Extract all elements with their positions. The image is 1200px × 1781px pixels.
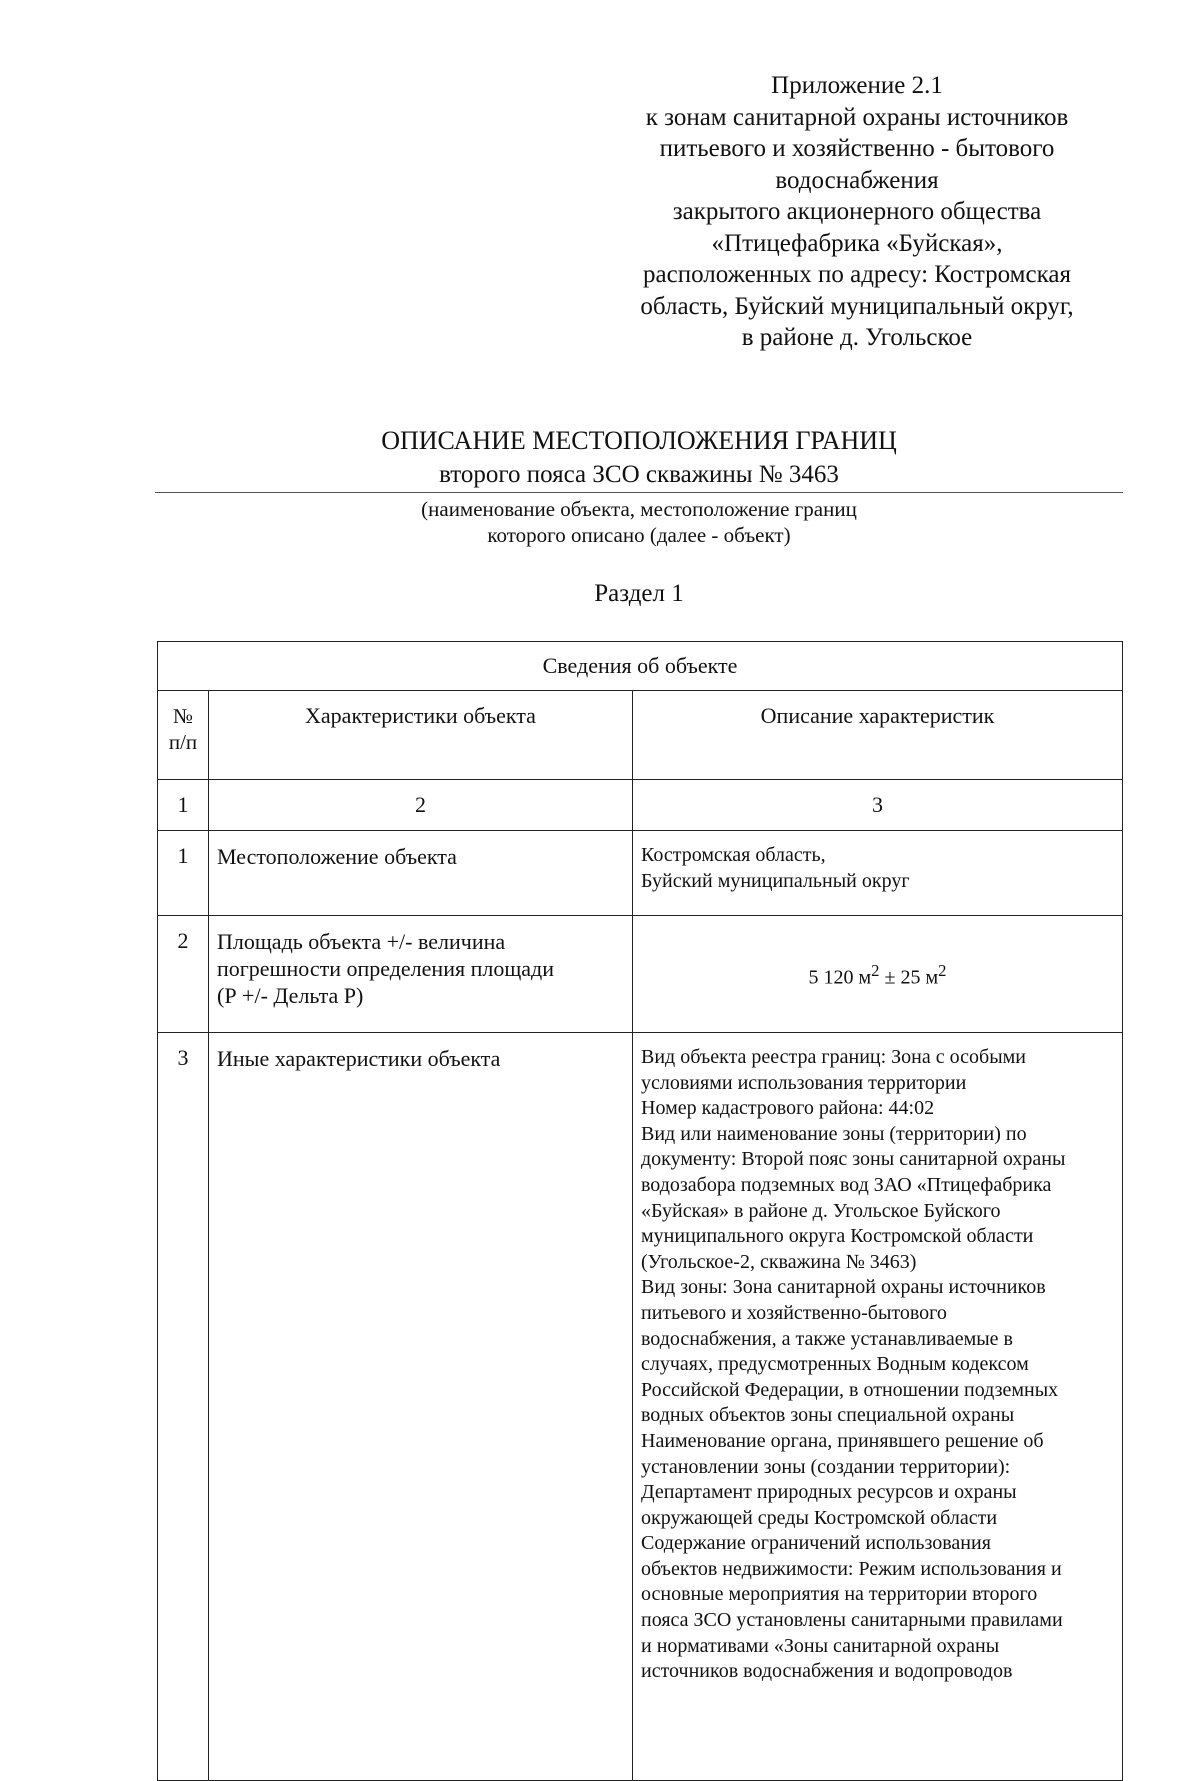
header-description: Описание характеристик — [633, 691, 1123, 780]
appendix-line: область, Буйский муниципальный округ, — [640, 292, 1074, 320]
characteristic-line: (Р +/- Дельта Р) — [217, 983, 364, 1008]
table-row — [158, 916, 1123, 1033]
characteristic-line: Площадь объекта +/- величина — [217, 929, 506, 954]
description-line: «Буйская» в районе д. Угольское Буйского — [641, 1199, 1001, 1222]
description-line: случаях, предусмотренных Водным кодексом — [641, 1353, 1029, 1376]
column-number: 3 — [633, 780, 1123, 831]
row-number: 3 — [158, 1033, 209, 1781]
table-caption-row — [158, 642, 1123, 691]
description-line: Вид объекта реестра границ: Зона с особыми — [641, 1046, 1026, 1068]
appendix-line: «Птицефабрика «Буйская», — [711, 229, 1003, 257]
header-num-line: № — [172, 704, 194, 728]
description-line: питьевого и хозяйственно-бытового — [641, 1301, 947, 1324]
title-underline — [155, 492, 1123, 493]
title-caption-line: (наименование объекта, местоположение границ — [421, 497, 857, 521]
description-line: Наименование органа, принявшего решение об — [641, 1429, 1044, 1452]
description-line: (Угольское-2, скважина № 3463) — [641, 1250, 917, 1273]
appendix-line: водоснабжения — [775, 166, 939, 194]
row-characteristic: Иные характеристики объекта — [209, 1033, 633, 1781]
appendix-line: к зонам санитарной охраны источников — [645, 103, 1069, 131]
description-line: Содержание ограничений использования — [641, 1532, 991, 1555]
table-header-row — [158, 691, 1123, 780]
description-line: Номер кадастрового района: 44:02 — [641, 1097, 935, 1120]
description-line: водоснабжения, а также устанавливаемые в — [641, 1327, 1013, 1350]
area-value: 5 120 м — [808, 966, 872, 989]
description-line: пояса ЗСО установлены санитарными правилами — [641, 1609, 1063, 1632]
row-characteristic: Местоположение объекта — [209, 831, 633, 916]
description-line: и нормативами «Зоны санитарной охраны — [641, 1634, 1000, 1657]
description-line: основные мероприятия на территории второго — [641, 1583, 1038, 1606]
description-line: водных объектов зоны специальной охраны — [641, 1404, 1015, 1427]
object-info-table — [157, 641, 1123, 1781]
area-value-cell — [633, 916, 1123, 1033]
header-num — [158, 691, 209, 780]
area-tolerance-exponent: 2 — [938, 960, 947, 980]
area-tolerance: ± 25 м — [879, 966, 939, 989]
table-caption: Сведения об объекте — [158, 642, 1123, 691]
appendix-line: закрытого акционерного общества — [672, 198, 1042, 225]
title-caption-line: которого описано (далее - объект) — [487, 523, 791, 547]
description-line: Департамент природных ресурсов и охраны — [641, 1481, 1017, 1504]
table-row — [158, 831, 1123, 916]
column-number: 2 — [209, 780, 633, 831]
description-line: источников водоснабжения и водопроводов — [641, 1660, 1013, 1683]
table-row — [158, 1033, 1123, 1781]
row-characteristic — [209, 916, 633, 1033]
row-number: 1 — [158, 831, 209, 916]
row-description — [633, 831, 1123, 916]
appendix-line: питьевого и хозяйственно - бытового — [659, 135, 1055, 162]
description-line: объектов недвижимости: Режим использования и — [641, 1557, 1062, 1580]
document-title: ОПИСАНИЕ МЕСТОПОЛОЖЕНИЯ ГРАНИЦ — [381, 426, 897, 455]
description-line: Вид зоны: Зона санитарной охраны источников — [641, 1276, 1046, 1299]
section-title: Раздел 1 — [594, 580, 684, 607]
description-line: муниципального округа Костромской области — [641, 1225, 1034, 1248]
description-line: водозабора подземных вод ЗАО «Птицефабрика — [641, 1173, 1052, 1196]
header-num-line: п/п — [168, 730, 198, 754]
area-unit-exponent: 2 — [871, 960, 880, 980]
appendix-line: Приложение 2.1 — [771, 72, 943, 99]
description-line: Вид или наименование зоны (территории) по — [641, 1122, 1027, 1145]
description-line: условиями использования территории — [641, 1071, 967, 1094]
appendix-header — [612, 70, 1102, 354]
description-line: установлении зоны (создании территории): — [641, 1455, 1011, 1478]
title-caption — [155, 496, 1123, 548]
description-line: Российской Федерации, в отношении подземных — [641, 1378, 1059, 1401]
header-characteristics: Характеристики объекта — [209, 691, 633, 780]
appendix-line: расположенных по адресу: Костромская — [643, 261, 1071, 288]
description-line: Костромская область, — [641, 844, 826, 866]
characteristic-line: погрешности определения площади — [217, 956, 555, 981]
document-subtitle: второго пояса ЗСО скважины № 3463 — [439, 461, 839, 488]
description-line: документу: Второй пояс зоны санитарной охраны — [641, 1148, 1066, 1171]
column-number: 1 — [158, 780, 209, 831]
description-line: Буйский муниципальный округ — [641, 869, 910, 892]
row-number: 2 — [158, 916, 209, 1033]
row-description — [633, 1033, 1123, 1781]
appendix-line: в районе д. Угольское — [741, 324, 973, 351]
column-numbers-row — [158, 780, 1123, 831]
description-line: окружающей среды Костромской области — [641, 1506, 998, 1529]
